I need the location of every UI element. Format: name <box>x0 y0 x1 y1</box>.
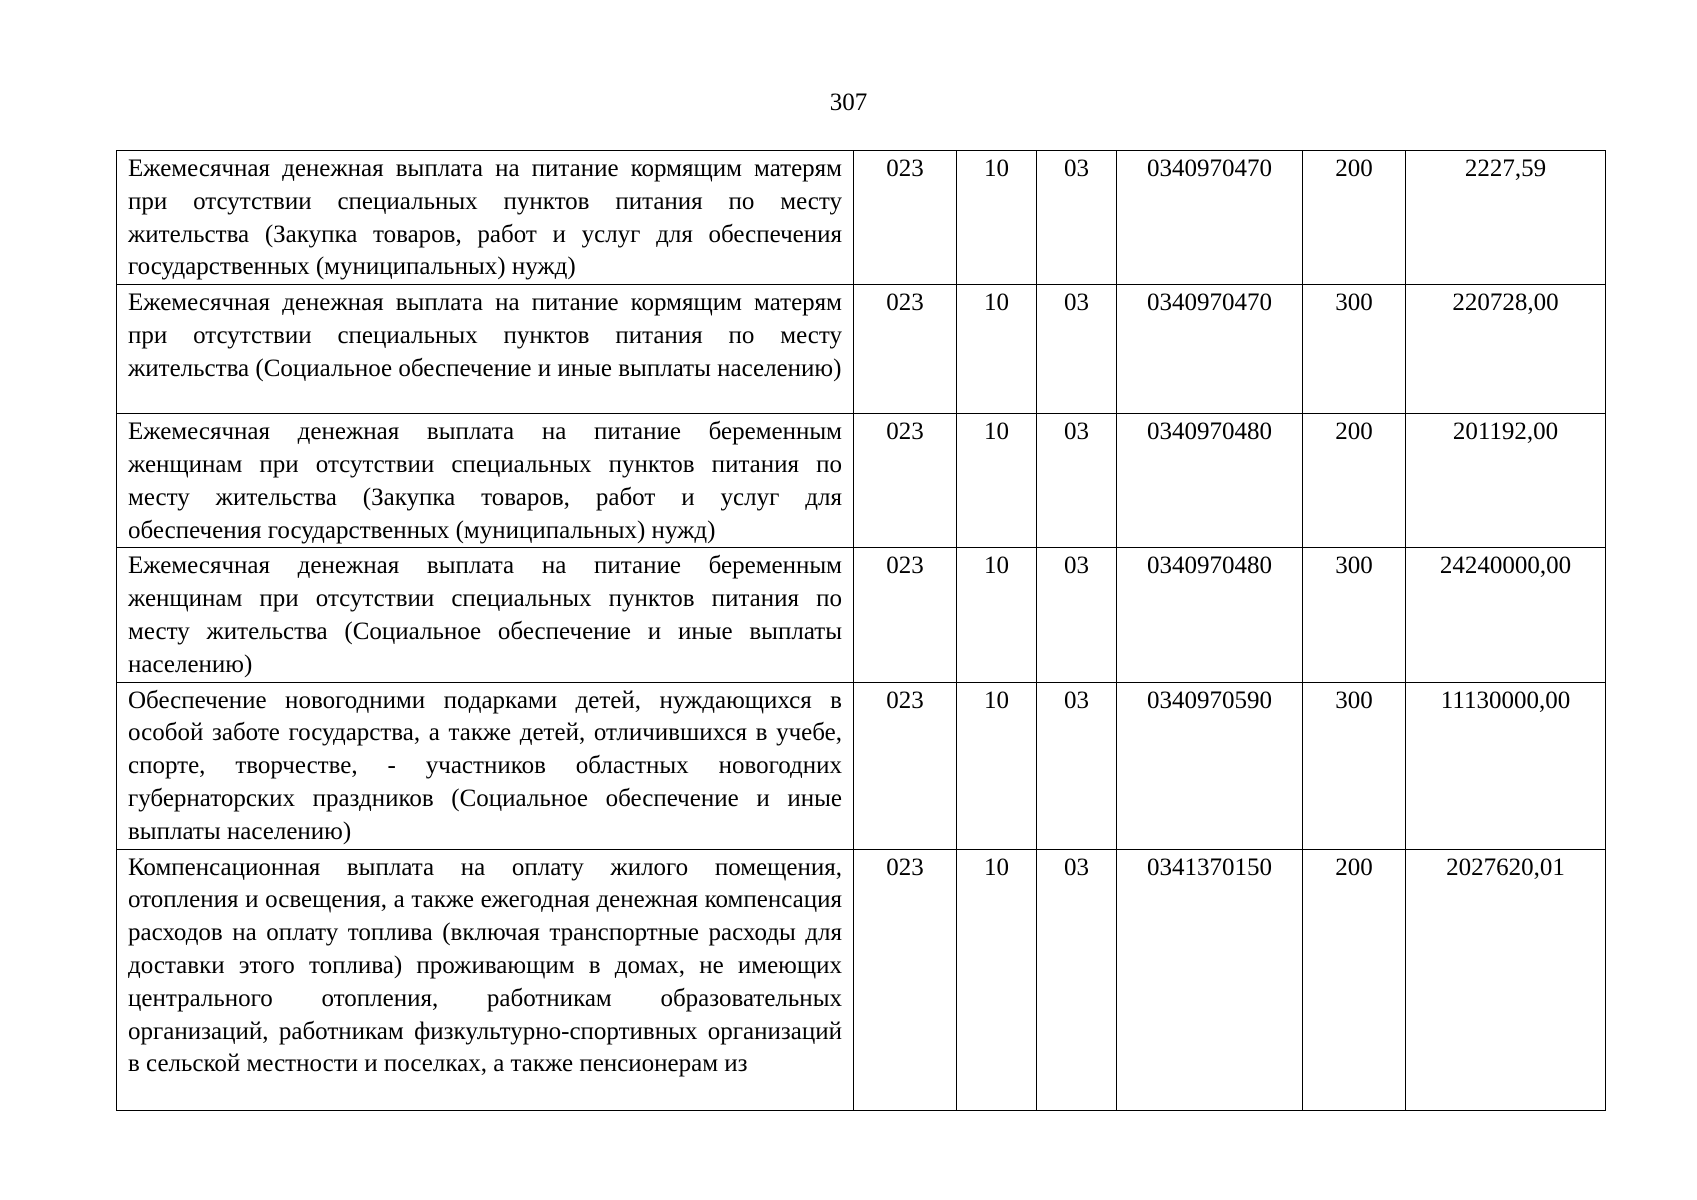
row-expense-type-code: 200 <box>1303 849 1406 1110</box>
row-description: Ежемесячная денежная выплата на питание кормящим матерям при отсутствии специальных пунктов питания по месту жительства (Социальное обеспечение и иные выплаты населению) <box>117 285 854 414</box>
row-expense-type-code: 200 <box>1303 151 1406 285</box>
row-description: Ежемесячная денежная выплата на питание кормящим матерям при отсутствии специальных пунктов питания по месту жительства (Закупка товаров, работ и услуг для обеспечения государственных (муниципальных) нужд) <box>117 151 854 285</box>
row-ministry-code: 023 <box>854 414 957 548</box>
row-section-code: 10 <box>957 285 1037 414</box>
row-subsection-code: 03 <box>1037 682 1117 849</box>
row-ministry-code: 023 <box>854 682 957 849</box>
row-description: Компенсационная выплата на оплату жилого помещения, отопления и освещения, а также ежегодная денежная компенсация расходов на оплату топлива (включая транспортные расходы для доставки этого топлива) проживающим в домах, не имеющих центрального отопления, работникам образовательных организаций, работникам физкультурно-спортивных организаций в сельской местности и поселках, а также пенсионерам из <box>117 849 854 1110</box>
table-row <box>117 151 1606 285</box>
row-section-code: 10 <box>957 151 1037 285</box>
row-target-article-code: 0340970480 <box>1117 414 1303 548</box>
row-subsection-code: 03 <box>1037 151 1117 285</box>
row-subsection-code: 03 <box>1037 285 1117 414</box>
table-row <box>117 682 1606 849</box>
table-row <box>117 414 1606 548</box>
row-amount: 201192,00 <box>1406 414 1606 548</box>
row-ministry-code: 023 <box>854 285 957 414</box>
row-description: Обеспечение новогодними подарками детей, нуждающихся в особой заботе государства, а также детей, отличившихся в учебе, спорте, творчестве, - участников областных новогодних губернаторских праздников (Социальное обеспечение и иные выплаты населению) <box>117 682 854 849</box>
row-section-code: 10 <box>957 548 1037 682</box>
row-expense-type-code: 200 <box>1303 414 1406 548</box>
table-row <box>117 548 1606 682</box>
row-target-article-code: 0341370150 <box>1117 849 1303 1110</box>
page-number: 307 <box>829 89 868 116</box>
row-target-article-code: 0340970470 <box>1117 285 1303 414</box>
row-amount: 11130000,00 <box>1406 682 1606 849</box>
row-amount: 2027620,01 <box>1406 849 1606 1110</box>
row-subsection-code: 03 <box>1037 414 1117 548</box>
row-expense-type-code: 300 <box>1303 285 1406 414</box>
row-ministry-code: 023 <box>854 151 957 285</box>
row-ministry-code: 023 <box>854 548 957 682</box>
table-row <box>117 849 1606 1110</box>
table-row <box>117 285 1606 414</box>
budget-table-body <box>117 151 1606 1111</box>
row-section-code: 10 <box>957 414 1037 548</box>
budget-table <box>116 150 1606 1111</box>
row-subsection-code: 03 <box>1037 548 1117 682</box>
row-amount: 220728,00 <box>1406 285 1606 414</box>
row-section-code: 10 <box>957 682 1037 849</box>
row-amount: 2227,59 <box>1406 151 1606 285</box>
row-target-article-code: 0340970590 <box>1117 682 1303 849</box>
row-ministry-code: 023 <box>854 849 957 1110</box>
row-target-article-code: 0340970470 <box>1117 151 1303 285</box>
row-target-article-code: 0340970480 <box>1117 548 1303 682</box>
row-expense-type-code: 300 <box>1303 682 1406 849</box>
row-expense-type-code: 300 <box>1303 548 1406 682</box>
row-section-code: 10 <box>957 849 1037 1110</box>
row-amount: 24240000,00 <box>1406 548 1606 682</box>
row-description: Ежемесячная денежная выплата на питание беременным женщинам при отсутствии специальных пунктов питания по месту жительства (Социальное обеспечение и иные выплаты населению) <box>117 548 854 682</box>
row-description: Ежемесячная денежная выплата на питание беременным женщинам при отсутствии специальных пунктов питания по месту жительства (Закупка товаров, работ и услуг для обеспечения государственных (муниципальных) нужд) <box>117 414 854 548</box>
row-subsection-code: 03 <box>1037 849 1117 1110</box>
